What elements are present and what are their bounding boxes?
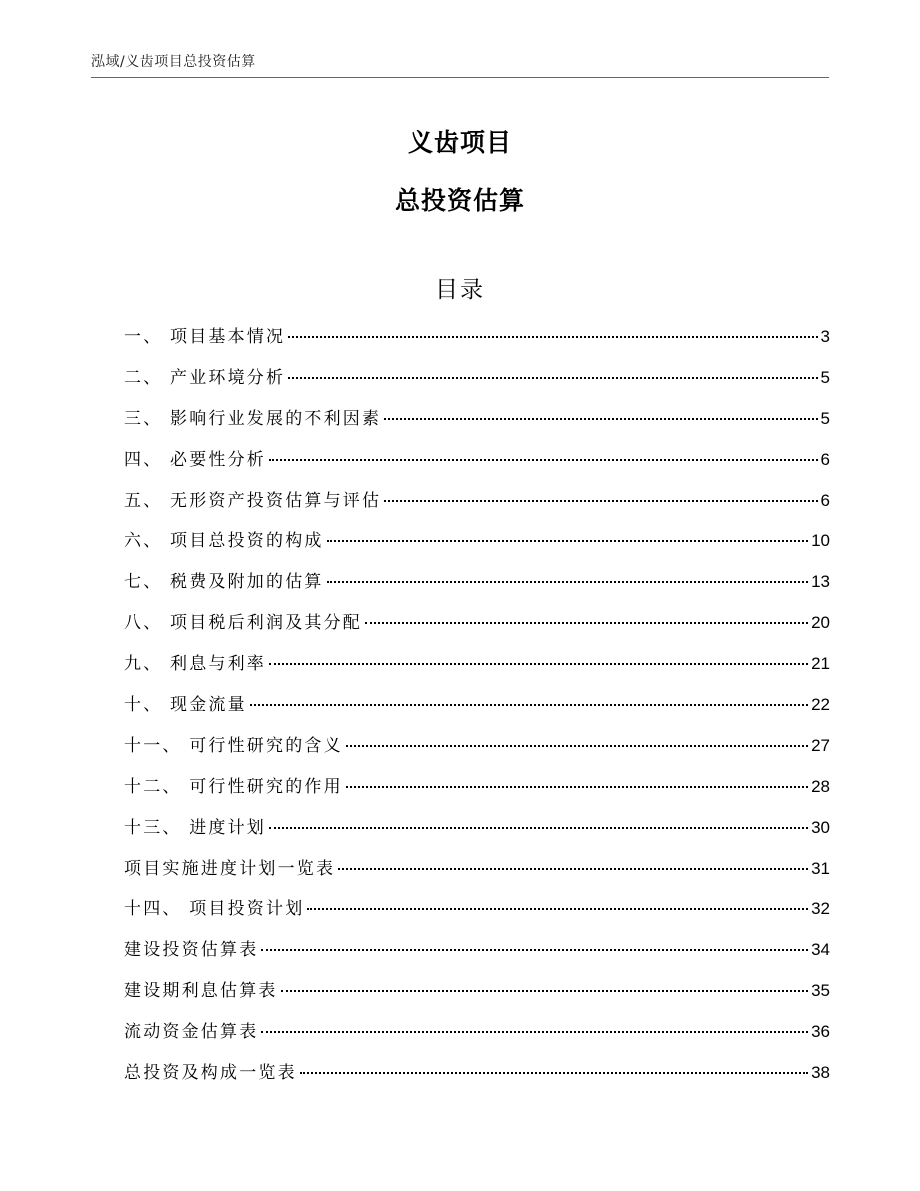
- toc-entry-page: 3: [820, 327, 830, 346]
- toc-entry-page: 27: [811, 735, 830, 755]
- toc-entry[interactable]: [124, 404, 830, 445]
- toc-entry-page: 21: [811, 654, 830, 674]
- toc-entry-title: 十、 现金流量: [124, 695, 247, 716]
- document-title-line-1: 义齿项目: [407, 128, 512, 157]
- toc-dot-leader: [338, 868, 808, 870]
- toc-entry-page: 35: [811, 981, 830, 1001]
- toc-entry[interactable]: [124, 567, 830, 608]
- toc-entry[interactable]: [124, 935, 830, 976]
- toc-dot-leader: [384, 418, 817, 420]
- toc-dot-leader: [269, 827, 808, 829]
- toc-entry-page: 22: [811, 695, 830, 715]
- toc-entry-title: 一、 项目基本情况: [124, 327, 286, 347]
- toc-entry-title: 总投资及构成一览表: [124, 1063, 297, 1084]
- toc-entry-title: 建设期利息估算表: [124, 981, 278, 1002]
- toc-entry[interactable]: [124, 649, 830, 690]
- toc-entry[interactable]: [124, 608, 830, 649]
- toc-entry-title: 五、 无形资产投资估算与评估: [124, 490, 382, 511]
- toc-dot-leader: [250, 704, 808, 706]
- toc-dot-leader: [269, 663, 808, 665]
- toc-dot-leader: [346, 745, 808, 747]
- toc-dot-leader: [300, 1072, 808, 1074]
- toc-entry[interactable]: [124, 526, 830, 567]
- toc-entry-page: 28: [811, 776, 830, 796]
- toc-dot-leader: [288, 336, 817, 338]
- toc-dot-leader: [327, 581, 808, 583]
- toc-entry-title: 十四、 项目投资计划: [124, 899, 305, 920]
- toc-entry-title: 建设投资估算表: [124, 940, 259, 961]
- toc-dot-leader: [261, 1031, 808, 1033]
- toc-entry-title: 三、 影响行业发展的不利因素: [124, 408, 382, 429]
- toc-dot-leader: [346, 786, 808, 788]
- toc-dot-leader: [327, 540, 808, 542]
- toc-entry-title: 七、 税费及附加的估算: [124, 572, 324, 593]
- toc-entry[interactable]: [124, 322, 830, 363]
- toc-dot-leader: [288, 377, 817, 379]
- toc-entry-page: 6: [820, 490, 830, 510]
- toc-dot-leader: [261, 949, 808, 951]
- toc-entry-title: 十二、 可行性研究的作用: [124, 776, 343, 797]
- toc-entry[interactable]: [124, 731, 830, 772]
- toc-entry-page: 13: [811, 572, 830, 592]
- toc-entry-title: 九、 利息与利率: [124, 654, 267, 675]
- toc-entry-page: 38: [811, 1063, 830, 1083]
- toc-entry-title: 四、 必要性分析: [124, 449, 267, 470]
- toc-entry[interactable]: [124, 445, 830, 486]
- toc-dot-leader: [281, 990, 808, 992]
- toc-entry-title: 十一、 可行性研究的含义: [124, 735, 343, 756]
- running-header: 泓域/义齿项目总投资估算: [91, 54, 256, 70]
- toc-entry[interactable]: [124, 854, 830, 895]
- toc-entry-title: 二、 产业环境分析: [124, 367, 286, 388]
- toc-entry-title: 六、 项目总投资的构成: [124, 531, 324, 552]
- toc-entry-page: 32: [811, 899, 830, 919]
- toc-entry-page: 5: [820, 367, 830, 387]
- document-title-line-2: 总投资估算: [394, 186, 525, 215]
- toc-entry-title: 项目实施进度计划一览表: [124, 858, 336, 879]
- toc-entry-title: 八、 项目税后利润及其分配: [124, 613, 363, 634]
- toc-entry-title: 流动资金估算表: [124, 1022, 259, 1043]
- toc-entry-page: 30: [811, 817, 830, 837]
- toc-entry[interactable]: [124, 363, 830, 404]
- toc-entry-page: 36: [811, 1022, 830, 1042]
- toc-entry-page: 5: [820, 408, 830, 428]
- toc-dot-leader: [365, 622, 808, 624]
- table-of-contents: [124, 322, 830, 1099]
- toc-entry[interactable]: [124, 772, 830, 813]
- toc-entry[interactable]: [124, 1017, 830, 1058]
- toc-dot-leader: [384, 500, 817, 502]
- toc-entry-page: 20: [811, 613, 830, 633]
- header-divider: [91, 77, 829, 78]
- toc-entry-title: 十三、 进度计划: [124, 817, 267, 838]
- toc-entry[interactable]: [124, 976, 830, 1017]
- toc-entry[interactable]: [124, 1058, 830, 1099]
- toc-entry[interactable]: [124, 690, 830, 731]
- toc-entry-page: 34: [811, 940, 830, 960]
- toc-entry-page: 6: [820, 449, 830, 469]
- toc-heading: 目录: [435, 277, 485, 303]
- toc-entry-page: 10: [811, 531, 830, 551]
- toc-dot-leader: [269, 459, 818, 461]
- toc-entry[interactable]: [124, 894, 830, 935]
- toc-entry-page: 31: [811, 858, 830, 878]
- toc-entry[interactable]: [124, 486, 830, 527]
- toc-entry[interactable]: [124, 813, 830, 854]
- toc-dot-leader: [307, 908, 808, 910]
